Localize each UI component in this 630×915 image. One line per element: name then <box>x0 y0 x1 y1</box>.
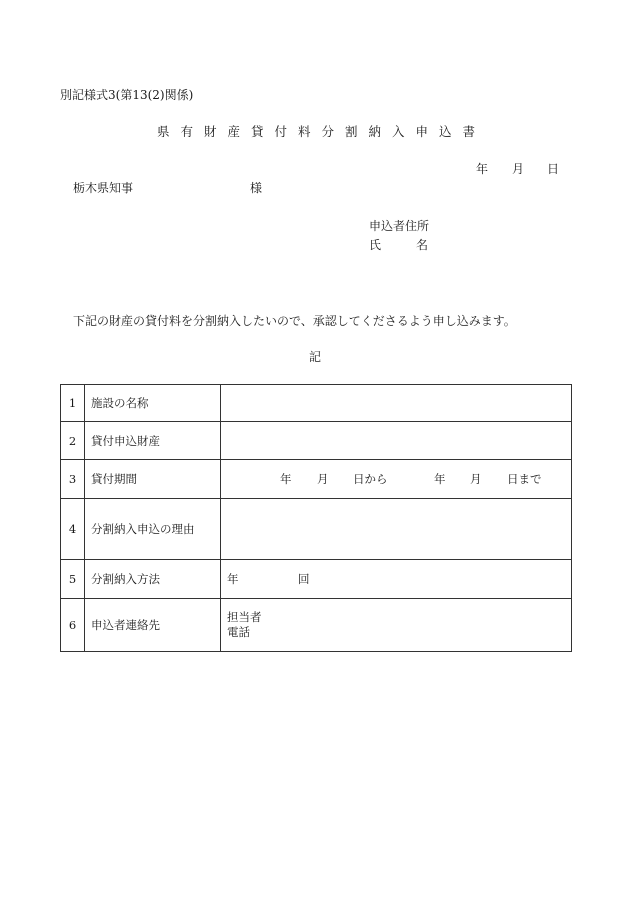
row-number: 3 <box>61 460 85 499</box>
applicant-name-label-1: 氏 <box>369 238 382 252</box>
property-value[interactable] <box>221 422 572 460</box>
date-day-label: 日 <box>547 162 560 176</box>
table-row <box>61 599 572 652</box>
row-label: 施設の名称 <box>85 385 221 422</box>
date-month-label: 月 <box>512 162 525 176</box>
period-month-2: 月 <box>470 472 482 486</box>
row-number: 1 <box>61 385 85 422</box>
application-table <box>60 384 572 652</box>
period-value[interactable] <box>221 460 572 499</box>
row-label: 貸付申込財産 <box>85 422 221 460</box>
method-times: 回 <box>298 572 310 586</box>
contact-value[interactable] <box>221 599 572 652</box>
row-number: 2 <box>61 422 85 460</box>
row-label: 貸付期間 <box>85 460 221 499</box>
addressee-name: 栃木県知事 <box>73 181 134 195</box>
ki-heading: 記 <box>309 350 322 364</box>
table-row <box>61 460 572 499</box>
table-row <box>61 560 572 599</box>
row-number: 5 <box>61 560 85 599</box>
facility-name-value[interactable] <box>221 385 572 422</box>
body-text: 下記の財産の貸付料を分割納入したいので、承認してくださるよう申し込みます。 <box>73 314 516 328</box>
form-reference: 別記様式3(第13(2)関係) <box>60 88 194 102</box>
period-year-1: 年 <box>280 472 292 486</box>
row-number: 4 <box>61 499 85 560</box>
period-day-from: 日から <box>353 472 388 486</box>
row-label: 分割納入方法 <box>85 560 221 599</box>
period-day-to: 日まで <box>507 472 542 486</box>
reason-value[interactable] <box>221 499 572 560</box>
method-value[interactable] <box>221 560 572 599</box>
contact-phone-label: 電話 <box>227 625 250 639</box>
table-row <box>61 499 572 560</box>
date-year-label: 年 <box>476 162 489 176</box>
table-row <box>61 422 572 460</box>
contact-person-label: 担当者 <box>227 610 262 624</box>
applicant-address-label: 申込者住所 <box>369 219 430 233</box>
addressee-honorific: 様 <box>250 181 263 195</box>
document-title: 県有財産貸付料分割納入申込書 <box>157 124 487 139</box>
period-year-2: 年 <box>434 472 446 486</box>
table-row <box>61 385 572 422</box>
row-label: 申込者連絡先 <box>85 599 221 652</box>
row-number: 6 <box>61 599 85 652</box>
period-month-1: 月 <box>317 472 329 486</box>
applicant-name-label-2: 名 <box>416 238 429 252</box>
row-label: 分割納入申込の理由 <box>85 499 221 560</box>
method-year: 年 <box>227 572 239 586</box>
